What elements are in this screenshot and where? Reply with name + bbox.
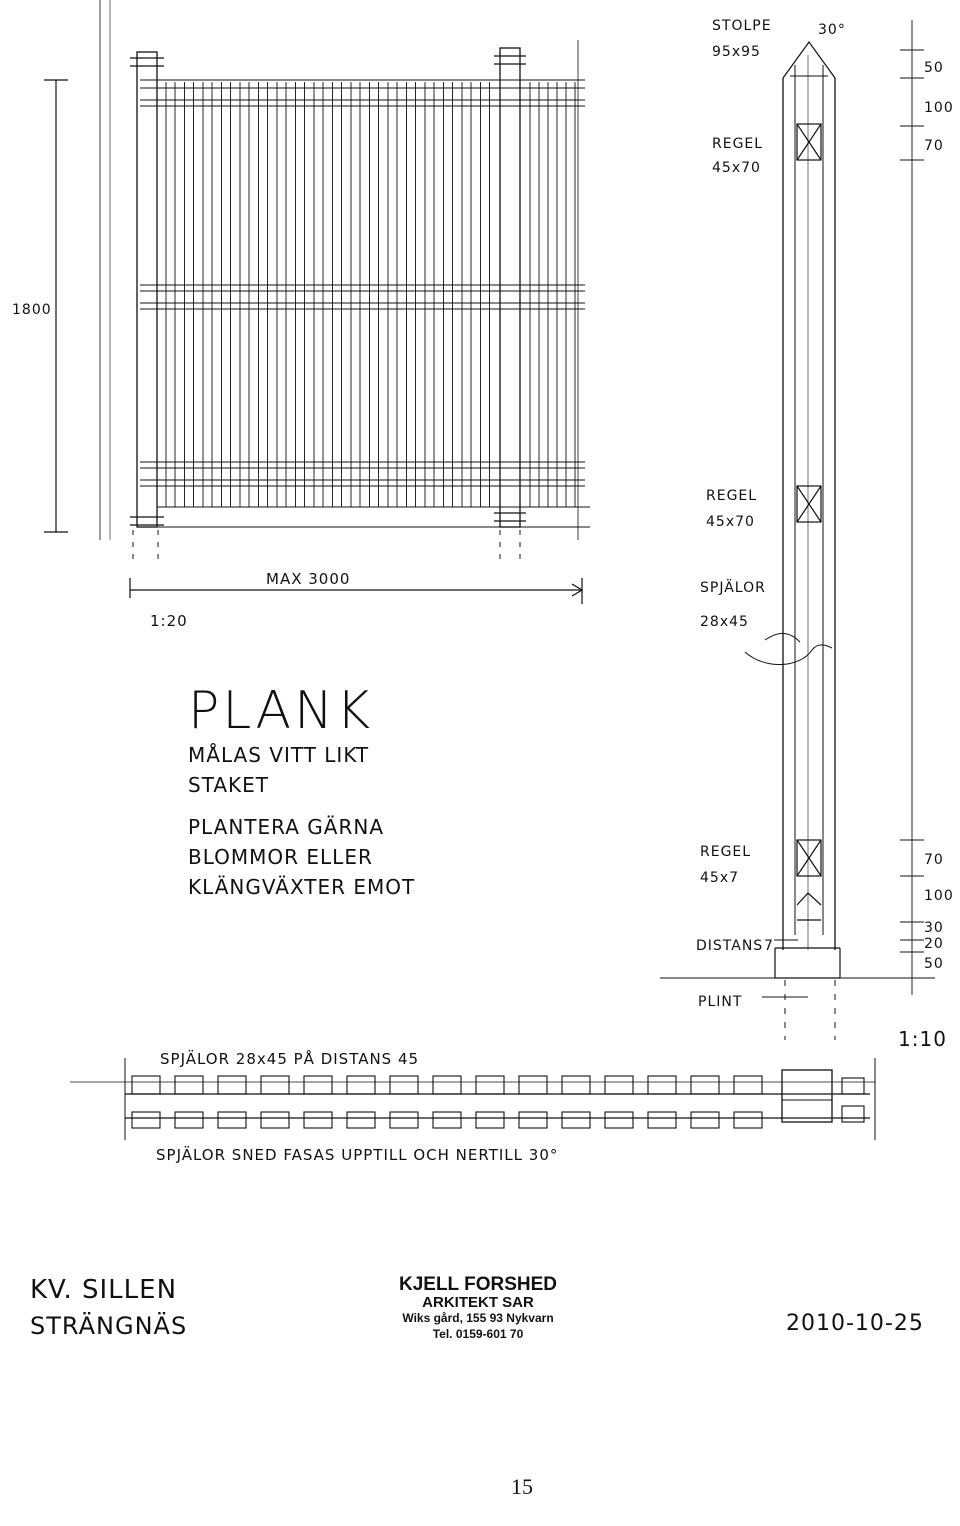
slat — [691, 1076, 719, 1094]
slat — [132, 1076, 160, 1094]
slat — [605, 1112, 633, 1128]
spjalor-size: 28x45 — [700, 614, 749, 630]
slat — [304, 1112, 332, 1128]
regel-label-top: REGEL — [712, 136, 764, 152]
plan-footer: SPJÄLOR SNED FASAS UPPTILL OCH NERTILL 30° — [156, 1146, 559, 1164]
slat — [390, 1112, 418, 1128]
regel-middle — [797, 486, 821, 522]
slat — [648, 1112, 676, 1128]
project-name: KV. SILLEN — [30, 1275, 178, 1305]
post-right — [500, 48, 520, 527]
dim-bottom-2: 100 — [924, 888, 954, 904]
post-label: STOLPE — [712, 18, 772, 34]
post-size: 95x95 — [712, 44, 761, 60]
regel-label-bottom: REGEL — [700, 844, 752, 860]
height-dimension-label: 1800 — [12, 302, 52, 318]
firm-address: Wiks gård, 155 93 Nykvarn — [402, 1311, 554, 1325]
distans-mark: 7 — [764, 938, 774, 954]
page-number: 15 — [511, 1474, 533, 1499]
fence-section — [660, 20, 935, 1040]
slat — [175, 1112, 203, 1128]
slat — [519, 1112, 547, 1128]
rails — [140, 80, 590, 527]
firm-name: KJELL FORSHED — [398, 1274, 558, 1295]
slat — [132, 1112, 160, 1128]
dim-top-3: 70 — [924, 138, 944, 154]
spjalor-plan — [70, 1058, 875, 1140]
section-scale: 1:10 — [898, 1027, 947, 1051]
elevation-scale: 1:20 — [150, 612, 188, 630]
slat — [691, 1112, 719, 1128]
post-left — [137, 52, 157, 527]
regel-label-middle: REGEL — [706, 488, 758, 504]
regel-size-bottom: 45x7 — [700, 870, 740, 886]
slat — [562, 1076, 590, 1094]
slat — [433, 1076, 461, 1094]
dim-bottom-4: 20 — [924, 936, 944, 952]
slat — [347, 1112, 375, 1128]
distans-label: DISTANS — [696, 938, 764, 954]
dim-bottom-3: 30 — [924, 920, 944, 936]
regel-bottom — [797, 840, 821, 876]
dim-bottom-1: 70 — [924, 852, 944, 868]
slat — [734, 1112, 762, 1128]
plint-label: PLINT — [698, 994, 743, 1010]
note-line-6: KLÄNGVÄXTER EMOT — [188, 875, 416, 899]
regel-size-top: 45x70 — [712, 160, 761, 176]
slat — [347, 1076, 375, 1094]
regel-size-middle: 45x70 — [706, 514, 755, 530]
note-line-1: MÅLAS VITT LIKT — [188, 743, 370, 767]
dim-bottom-5: 50 — [924, 956, 944, 972]
slat — [261, 1112, 289, 1128]
slat — [304, 1076, 332, 1094]
slat — [562, 1112, 590, 1128]
slat — [433, 1112, 461, 1128]
dim-top-2: 100 — [924, 100, 954, 116]
slat — [218, 1076, 246, 1094]
pickets — [166, 82, 575, 507]
slats-upper-row — [132, 1076, 762, 1094]
slat — [519, 1076, 547, 1094]
regel-top — [797, 124, 821, 160]
note-line-5: BLOMMOR ELLER — [188, 845, 373, 869]
slat — [605, 1076, 633, 1094]
plan-heading: SPJÄLOR 28x45 PÅ DISTANS 45 — [160, 1050, 420, 1068]
width-dimension-label: MAX 3000 — [266, 570, 351, 588]
slat — [476, 1112, 504, 1128]
slat — [218, 1112, 246, 1128]
fence-elevation — [44, 0, 590, 604]
slat — [390, 1076, 418, 1094]
slats-lower-row — [132, 1112, 762, 1128]
drawing-title: PLANK — [188, 681, 374, 741]
spjalor-label: SPJÄLOR — [700, 580, 766, 596]
note-line-4: PLANTERA GÄRNA — [188, 815, 385, 839]
firm-subtitle: ARKITEKT SAR — [422, 1294, 534, 1311]
slat — [476, 1076, 504, 1094]
drawing-date: 2010-10-25 — [786, 1311, 924, 1336]
firm-phone: Tel. 0159-601 70 — [432, 1327, 524, 1341]
slat — [175, 1076, 203, 1094]
note-line-2: STAKET — [188, 773, 270, 797]
roof-angle-label: 30° — [818, 22, 846, 38]
slat — [648, 1076, 676, 1094]
dim-top-1: 50 — [924, 60, 944, 76]
slat — [734, 1076, 762, 1094]
slat — [261, 1076, 289, 1094]
project-location: STRÄNGNÄS — [30, 1312, 188, 1340]
